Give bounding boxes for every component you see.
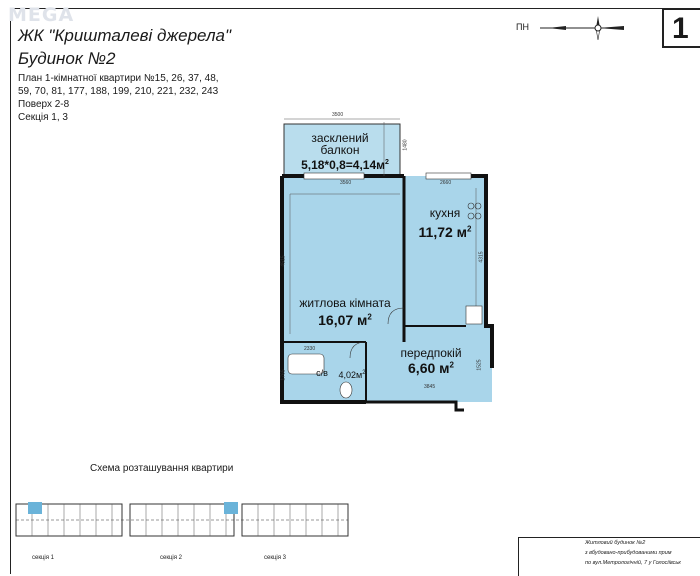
balcony-name-line2: балкон xyxy=(320,143,360,157)
dimension-3845: 3845 xyxy=(424,384,436,390)
dimension-3500: 3500 xyxy=(332,112,344,118)
schema-section-3: секція 3 xyxy=(264,555,286,561)
bathroom-area-value: 4,02м xyxy=(338,370,363,380)
dimension-4315: 4315 xyxy=(478,251,485,263)
dimension-1525: 1525 xyxy=(476,359,483,371)
balcony-name xyxy=(294,132,386,156)
balcony-area-unit: 2 xyxy=(385,159,389,166)
living-room-area xyxy=(288,312,402,328)
plan-description-line2: 59, 70, 81, 177, 188, 199, 210, 221, 232, 243 xyxy=(18,86,219,97)
kitchen-area xyxy=(404,224,486,240)
schema-section-2: секція 2 xyxy=(160,555,182,561)
hallway-area-value: 6,60 м xyxy=(408,360,450,376)
title-block xyxy=(518,537,700,576)
title-block-line2: з вбудовано-прибудованими прим xyxy=(585,550,672,556)
title-block-line3: по вул.Метрологічній, 7 у Голосіївськ xyxy=(585,560,681,566)
bathroom-name: с/в xyxy=(316,368,328,378)
living-room-area-value: 16,07 м xyxy=(318,312,368,328)
floor-plan xyxy=(276,112,498,418)
dimension-2330: 2330 xyxy=(304,346,316,352)
building-name: Будинок №2 xyxy=(18,49,116,68)
kitchen-area-unit: 2 xyxy=(467,224,472,234)
kitchen-area-value: 11,72 м xyxy=(418,224,468,240)
balcony-area xyxy=(284,158,406,172)
dimension-1765: 1765 xyxy=(280,369,287,381)
dimension-4515: 4515 xyxy=(280,255,287,267)
living-room-name: житлова кімната xyxy=(299,296,391,310)
hallway-area-unit: 2 xyxy=(449,360,454,370)
schema-section-1: секція 1 xyxy=(32,555,54,561)
compass xyxy=(516,14,626,42)
kitchen-name: кухня xyxy=(429,206,461,220)
floors-info: Поверх 2-8 xyxy=(18,99,70,110)
building-schema-drawing xyxy=(12,496,352,546)
dimension-3560: 3560 xyxy=(340,180,352,186)
page-number: 1 xyxy=(662,8,700,48)
building-schema xyxy=(12,496,352,546)
hallway-name: передпокій xyxy=(400,346,462,360)
north-label: ПН xyxy=(516,22,529,32)
sections-info: Секція 1, 3 xyxy=(18,112,68,123)
north-arrow-icon xyxy=(538,14,626,42)
plan-description-line1: План 1-кімнатної квартири №15, 26, 37, 48, xyxy=(18,73,219,84)
schema-title: Схема розташування квартири xyxy=(90,463,234,474)
hallway-area xyxy=(388,360,474,376)
dimension-2660: 2660 xyxy=(440,180,452,186)
bathroom-area xyxy=(330,370,374,380)
balcony-name-line1: засклений xyxy=(311,131,369,145)
watermark-logo: MEGA xyxy=(8,4,75,26)
living-room-area-unit: 2 xyxy=(367,312,372,322)
dimension-1480: 1480 xyxy=(402,139,409,151)
title-block-line1: Житловий будинок №2 xyxy=(585,540,646,546)
complex-name: ЖК "Кришталеві джерела" xyxy=(18,26,232,45)
balcony-area-value: 5,18*0,8=4,14м xyxy=(301,158,386,172)
bathroom-area-unit: 2 xyxy=(362,370,366,376)
